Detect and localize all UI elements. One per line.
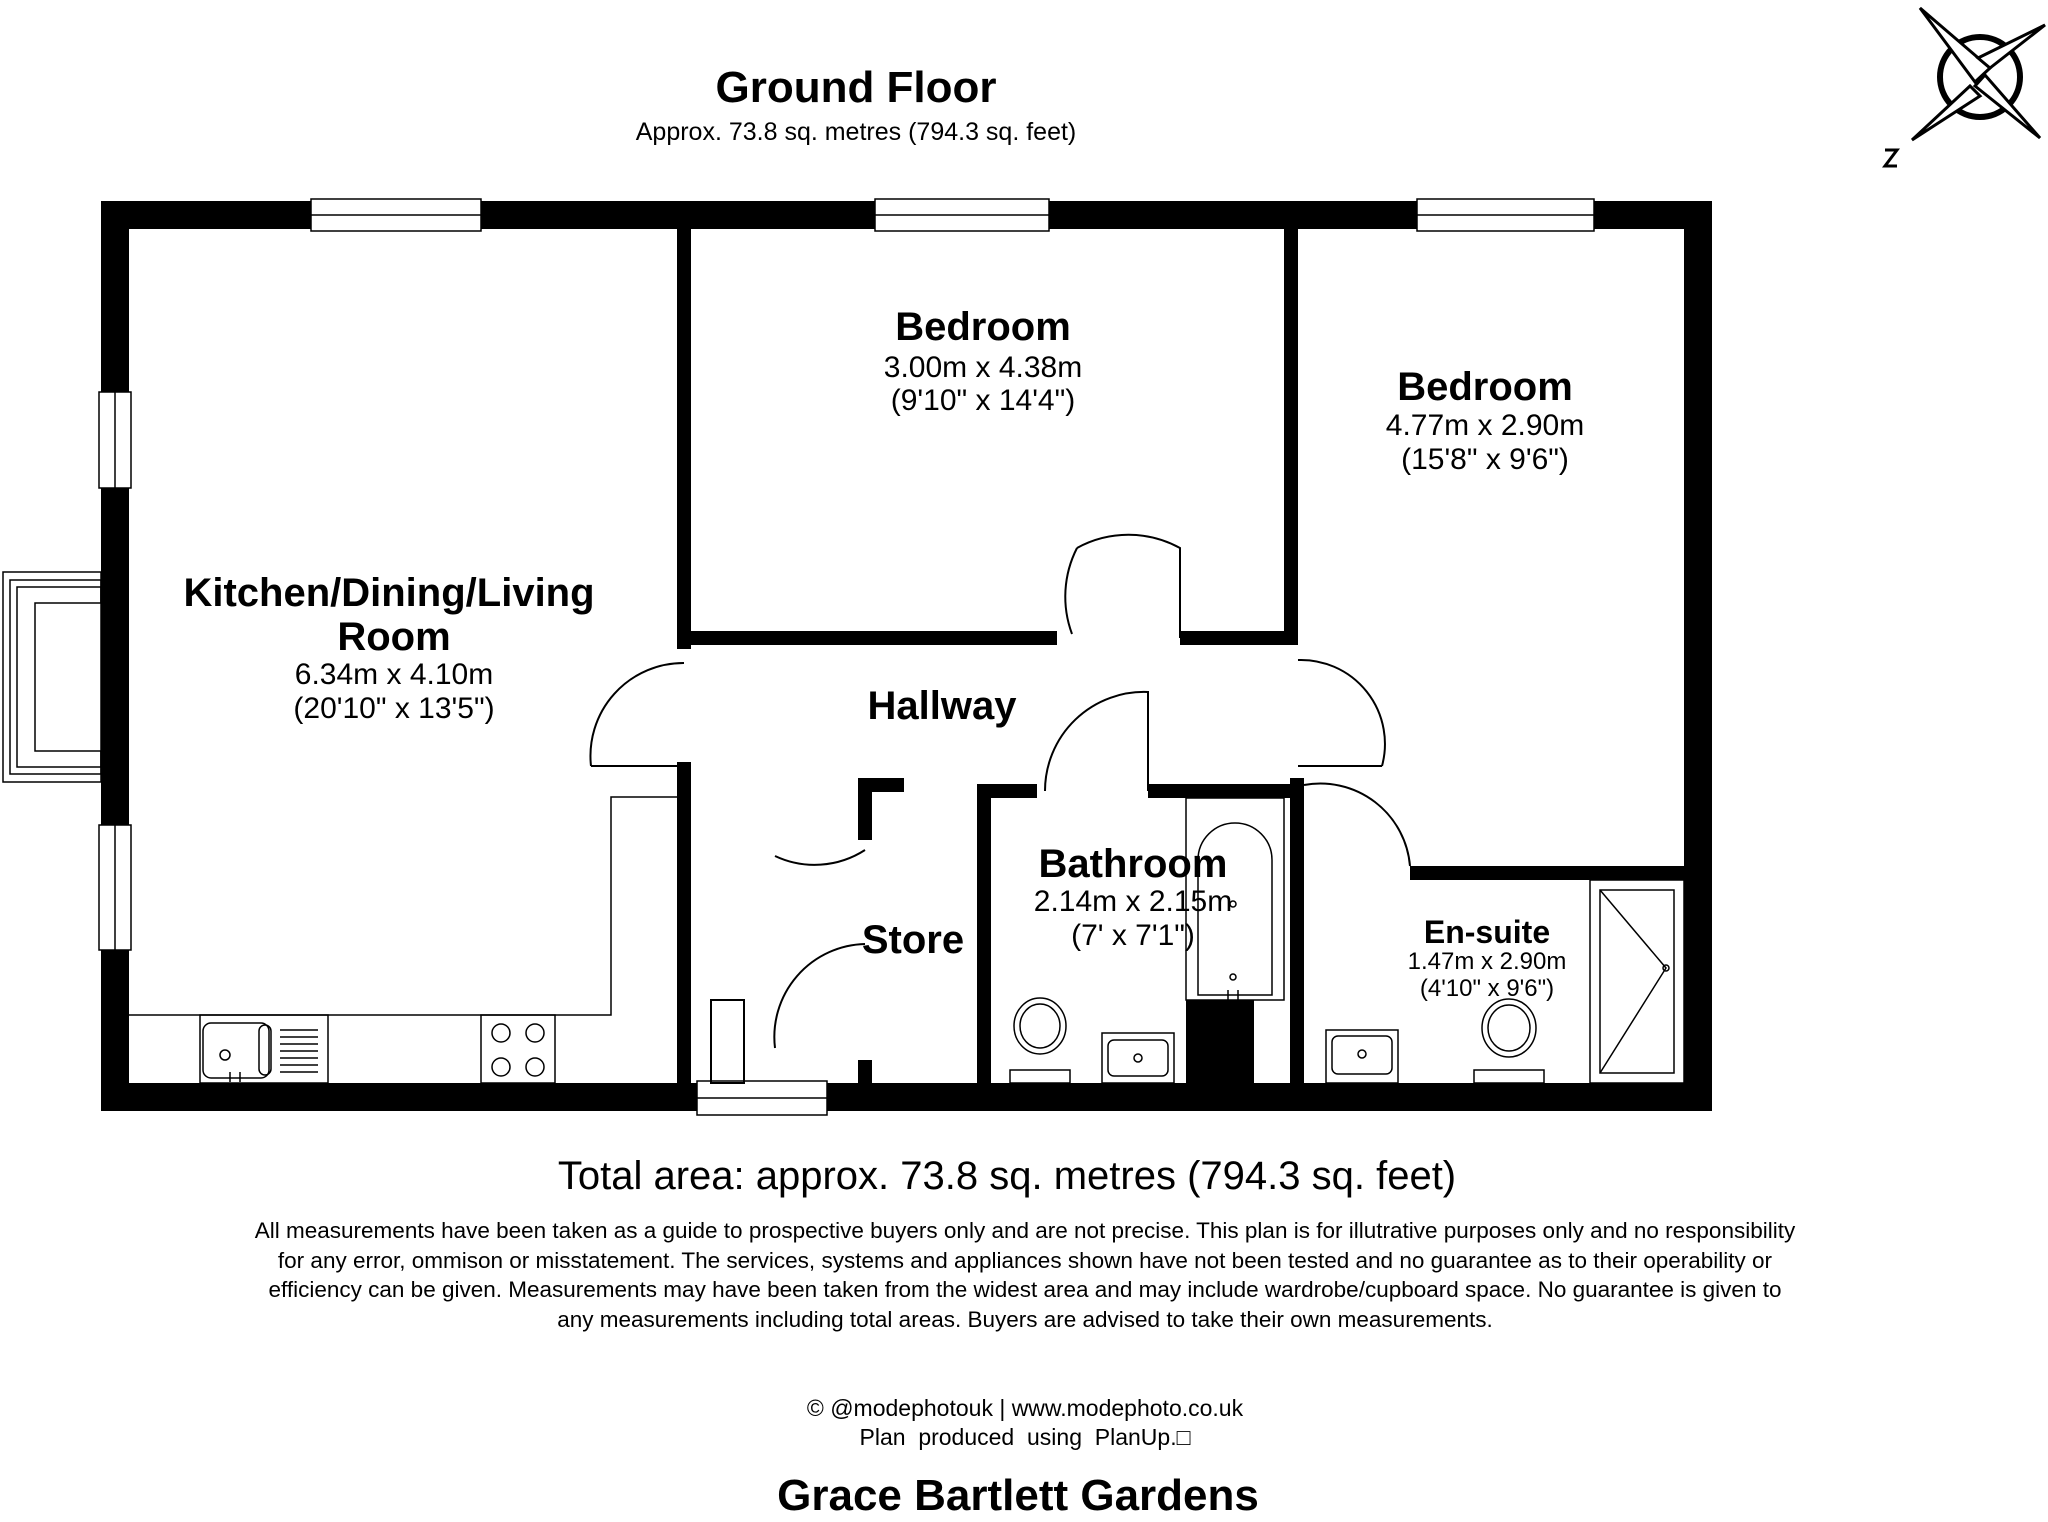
room-name-bedroom-2: Bedroom xyxy=(1397,365,1573,409)
room-dims-imperial-ensuite: (4'10" x 9'6") xyxy=(1419,975,1555,1002)
credit-line: © @modephotouk | www.modephoto.co.uk xyxy=(806,1395,1244,1421)
room-name-hallway: Hallway xyxy=(867,684,1017,728)
north-arrow-icon xyxy=(1885,8,2045,166)
room-name-store: Store xyxy=(861,918,965,962)
room-dims-imperial-kitchen: (20'10" x 13'5") xyxy=(293,692,495,725)
bay-window xyxy=(3,572,101,782)
kitchen-counter xyxy=(129,797,677,1083)
room-dims-metric-kitchen: 6.34m x 4.10m xyxy=(294,658,494,691)
disclaimer: All measurements have been taken as a guide to prospective buyers only and are not precise. This plan is for illutrative purposes only and no responsibility for any error, ommison or misstatement. The services, systems and appliances shown have not been tested and no guarantee as to their operability or efficiency can be given. Measurements may have been taken from the widest area and may include wardrobe/cupboard space. No guarantee is given to any measurements including total areas. Buyers are advised to take their own measurements. xyxy=(254,1218,1796,1332)
property-name: Grace Bartlett Gardens xyxy=(777,1471,1259,1520)
room-dims-metric-ensuite: 1.47m x 2.90m xyxy=(1407,948,1567,975)
room-dims-imperial-bedroom-1: (9'10" x 14'4") xyxy=(890,384,1076,417)
room-dims-metric-bedroom-1: 3.00m x 4.38m xyxy=(883,351,1083,384)
room-dims-metric-bedroom-2: 4.77m x 2.90m xyxy=(1385,409,1585,442)
room-name-bathroom: Bathroom xyxy=(1038,842,1228,886)
room-name-kitchen-line2: Room xyxy=(337,615,451,659)
room-dims-imperial-bathroom: (7' x 7'1") xyxy=(1071,919,1195,952)
room-name-kitchen-line1: Kitchen/Dining/Living xyxy=(183,571,595,615)
floor-title: Ground Floor xyxy=(715,63,997,112)
room-dims-metric-bathroom: 2.14m x 2.15m xyxy=(1033,885,1233,918)
floor-area: Approx. 73.8 sq. metres (794.3 sq. feet) xyxy=(635,118,1077,146)
room-name-bedroom-1: Bedroom xyxy=(895,305,1071,349)
produced-by: Plan produced using PlanUp.□ xyxy=(859,1424,1191,1450)
room-name-ensuite: En-suite xyxy=(1423,914,1551,950)
room-dims-imperial-bedroom-2: (15'8" x 9'6") xyxy=(1401,443,1569,476)
total-area: Total area: approx. 73.8 sq. metres (794.3 sq. feet) xyxy=(557,1154,1457,1198)
